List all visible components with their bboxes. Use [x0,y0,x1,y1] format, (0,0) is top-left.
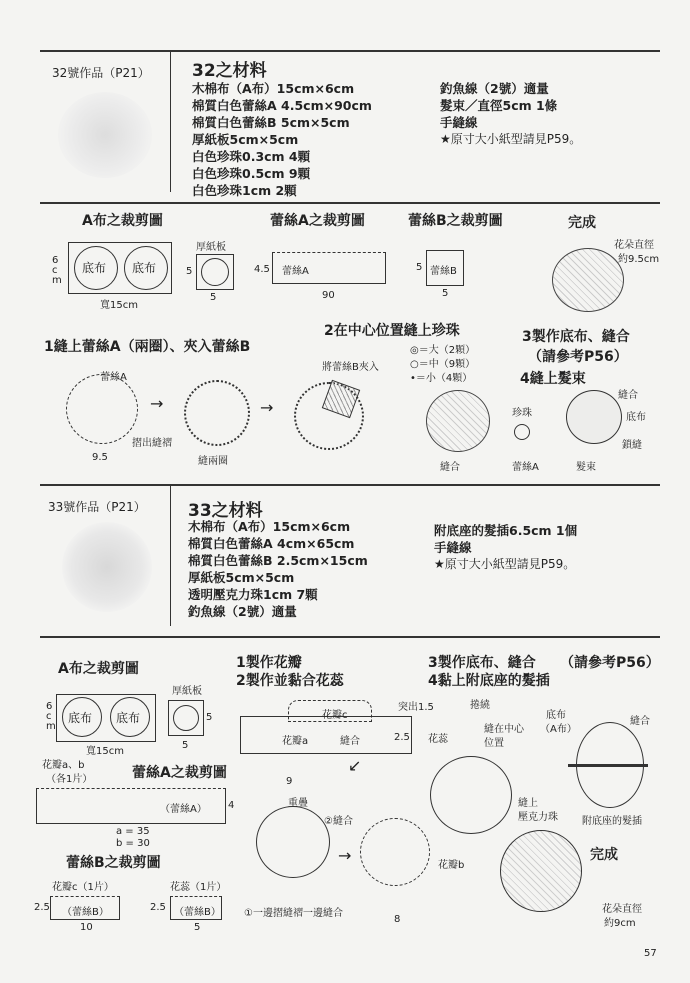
material-item: 手縫線 [440,115,478,130]
w33-step2-title: 2製作並黏合花蕊 [236,673,344,689]
w33-center-sew1: 縫在中心 [484,724,524,735]
w33-step3-title: 3製作底布、縫合 [428,655,536,671]
w33-dim8: 8 [394,914,401,925]
w32-done-note1: 花朵直徑 [614,240,654,251]
w33-hairpin: 附底座的髮插 [582,816,642,827]
w32-lace-a-h: 4.5 [254,264,270,275]
material-item: 附底座的髮插6.5cm 1個 [434,523,578,538]
w32-step2b-circle [426,390,490,452]
w33-sew: 縫合 [340,736,360,747]
pearl-big: 大（2顆） [428,345,476,356]
w33-petal-b-label: 花瓣b [438,860,465,871]
w33-done-flower [500,830,582,912]
w32-cut-a-width: 寬15cm [100,300,138,311]
pearl-big-icon: ◎＝ [410,345,429,356]
w33-board-label: 厚紙板 [172,686,202,697]
w32-step1-gather: 摺出縫褶 [132,438,172,449]
w33-stamen: 花蕊（1片） [170,882,227,893]
work32-materials-left [192,80,372,199]
w33-sew3: 縫合 [630,716,650,727]
pearl-icon [514,424,530,440]
w32-cloth1: 底布 [82,261,107,275]
w33-lace-a-title: 蕾絲A之裁剪圖 [132,765,227,781]
w32-board-dim-b: 5 [210,292,217,303]
arrow-icon: → [150,394,164,413]
top-rule [40,50,660,52]
hairpin-icon [568,764,648,767]
w33-cloth1: 底布 [68,711,93,725]
w33-lace-b-2: （蕾絲B） [174,907,221,918]
rule-33-steps [40,636,660,638]
w33-dim5: 5 [194,922,201,933]
w32-step1b-circle [184,380,250,446]
w32-lace-a-name: 蕾絲A [282,266,309,277]
rule-33-start [40,484,660,486]
w32-step3-title: 3製作底布、縫合 [522,329,630,345]
w32-step1-circle [66,374,138,444]
material-item: 棉質白色蕾絲A 4cm×65cm [188,536,355,551]
material-item: 白色珍珠0.3cm 4顆 [192,149,311,164]
w32-step4-sew: 縫合 [618,390,638,401]
material-item: 棉質白色蕾絲A 4.5cm×90cm [192,98,372,113]
w32-cut-a-height: 6cm [52,255,62,286]
work32-title: 32之材料 [192,61,267,81]
pearl-small: 小（4顆） [425,373,473,384]
w33-base-label2: （A布） [540,724,577,735]
w32-board-label: 厚紙板 [196,242,226,253]
w33-petal-ab-count: （各1片） [46,774,93,785]
w32-step2-sew: 縫合 [440,462,460,473]
vline-32 [170,52,171,192]
material-item: ★原寸大小紙型請見P59。 [434,557,576,571]
w33-petal-a-label: 花瓣a [282,736,309,747]
work32-label: 32號作品（P21） [52,66,150,80]
w32-step1-sew: 縫兩圈 [198,456,228,467]
material-item: 木棉布（A布）15cm×6cm [188,519,351,534]
w33-cloth2: 底布 [116,711,141,725]
material-item: 釣魚線（2號）適量 [440,81,549,96]
w33-board-dim-b: 5 [182,740,189,751]
work32-materials-right [440,80,581,148]
pearl-mid-icon: ○＝ [410,359,429,370]
material-item: 手縫線 [434,540,472,555]
w33-petal-ab: 花瓣a、b [42,760,85,771]
w32-lace-b-name: 蕾絲B [430,266,457,277]
w32-board-dim-a: 5 [186,266,193,277]
w33-base-label1: 底布 [546,710,566,721]
rule-32-steps [40,202,660,204]
arrow-icon: → [338,846,352,865]
w33-cut-a-height: 6cm [46,701,56,732]
w33-lace-b-title: 蕾絲B之裁剪圖 [66,855,161,871]
arrow-icon: → [260,398,274,417]
w33-board-dim-a: 5 [206,712,213,723]
work33-photo [62,522,152,612]
pearl-small-icon: •＝ [410,373,426,384]
w33-petal-flower1 [256,806,330,878]
w32-lace-a-title: 蕾絲A之裁剪圖 [270,213,365,229]
w33-step3-flower [430,756,512,834]
arrow-down-icon: ↙ [348,756,362,775]
work33-materials-right [434,522,577,573]
w32-step4-lace: 蕾絲A [512,462,539,473]
w33-petal-c-label: 花瓣c [322,710,348,721]
w33-lace-a-h: 4 [228,800,235,811]
material-item: ★原寸大小紙型請見P59。 [440,132,582,146]
w32-done-flower [552,248,624,312]
material-item: 白色珍珠0.5cm 9顆 [192,166,311,181]
w33-protrude: 突出1.5 [398,702,434,713]
w32-step4-title: 4縫上髮束 [520,371,586,387]
w32-cloth2: 底布 [132,261,157,275]
w32-pearl-legend [410,344,475,386]
w32-step4-flower [566,390,622,444]
w33-gather-note: ①一邊摺縫褶一邊縫合 [244,908,343,919]
w32-cut-a-title: A布之裁剪圖 [82,213,163,229]
material-item: 髮束／直徑5cm 1條 [440,98,558,113]
w33-lace-a-b: b = 30 [116,838,150,849]
w33-cut-a-title: A布之裁剪圖 [58,661,139,677]
w33-board-circle [173,705,199,731]
w33-petal-c: 花瓣c（1片） [52,882,114,893]
w33-sew2: ②縫合 [324,816,353,827]
w33-wrap: 捲繞 [470,700,490,711]
w33-glue1: 縫上 [518,798,538,809]
w32-lace-b-h: 5 [416,262,423,273]
work33-materials-left [188,518,368,620]
w33-glue2: 壓克力珠 [518,812,558,823]
w33-done-note2: 約9cm [604,918,636,929]
w32-done-title: 完成 [568,215,596,231]
w32-step2-title: 2在中心位置縫上珍珠 [324,323,460,339]
w32-board-circle [201,258,229,286]
w32-step3-ref: （請參考P56） [528,349,628,365]
w33-lace-b-1: （蕾絲B） [62,907,109,918]
material-item: 棉質白色蕾絲B 5cm×5cm [192,115,350,130]
w32-step4-lock: 鎖縫 [622,440,642,451]
w33-center-sew2: 位置 [484,738,504,749]
material-item: 厚紙板5cm×5cm [192,132,299,147]
work32-photo [58,92,152,178]
w32-lace-b-title: 蕾絲B之裁剪圖 [408,213,503,229]
w33-petal-flower2 [360,818,430,886]
work33-label: 33號作品（P21） [48,500,146,514]
work33-title: 33之材料 [188,501,263,521]
w32-step1-dim: 9.5 [92,452,108,463]
w32-step2-insert: 將蕾絲B夾入 [322,362,379,373]
w33-dim25b: 2.5 [150,902,166,913]
w33-step4-title: 4黏上附底座的髮插 [428,673,550,689]
material-item: 釣魚線（2號）適量 [188,604,297,619]
vline-33 [170,486,171,626]
w32-lace-a-len: 90 [322,290,335,301]
w32-step1-title: 1縫上蕾絲A（兩圈）、夾入蕾絲B [44,339,251,355]
w33-done-note1: 花朵直徑 [602,904,642,915]
w33-step1-title: 1製作花瓣 [236,655,302,671]
w32-step1-lace: 蕾絲A [100,372,127,383]
w33-step3-ref: （請參考P56） [560,655,660,671]
w32-lace-b-w: 5 [442,288,449,299]
w33-lace-a-a: a = 35 [116,826,150,837]
w33-stamen-label: 花蕊 [428,734,448,745]
w33-done-title: 完成 [590,847,618,863]
w32-step4-base: 底布 [626,412,646,423]
w33-dim9: 9 [286,776,293,787]
w32-step4-pearl: 珍珠 [512,408,532,419]
material-item: 木棉布（A布）15cm×6cm [192,81,355,96]
w32-done-note2: 約9.5cm [618,254,660,265]
material-item: 白色珍珠1cm 2顆 [192,183,297,198]
w32-step4-band: 髮束 [576,462,596,473]
page-number: 57 [644,948,657,959]
w33-dim10: 10 [80,922,93,933]
w33-cut-a-width: 寬15cm [86,746,124,757]
w33-dim25a: 2.5 [34,902,50,913]
material-item: 厚紙板5cm×5cm [188,570,295,585]
pearl-mid: 中（9顆） [428,359,476,370]
w33-dim25c: 2.5 [394,732,410,743]
w33-overlap: 重疊 [288,798,308,809]
w33-lace-a-name: （蕾絲A） [160,804,207,815]
material-item: 棉質白色蕾絲B 2.5cm×15cm [188,553,368,568]
material-item: 透明壓克力珠1cm 7顆 [188,587,318,602]
